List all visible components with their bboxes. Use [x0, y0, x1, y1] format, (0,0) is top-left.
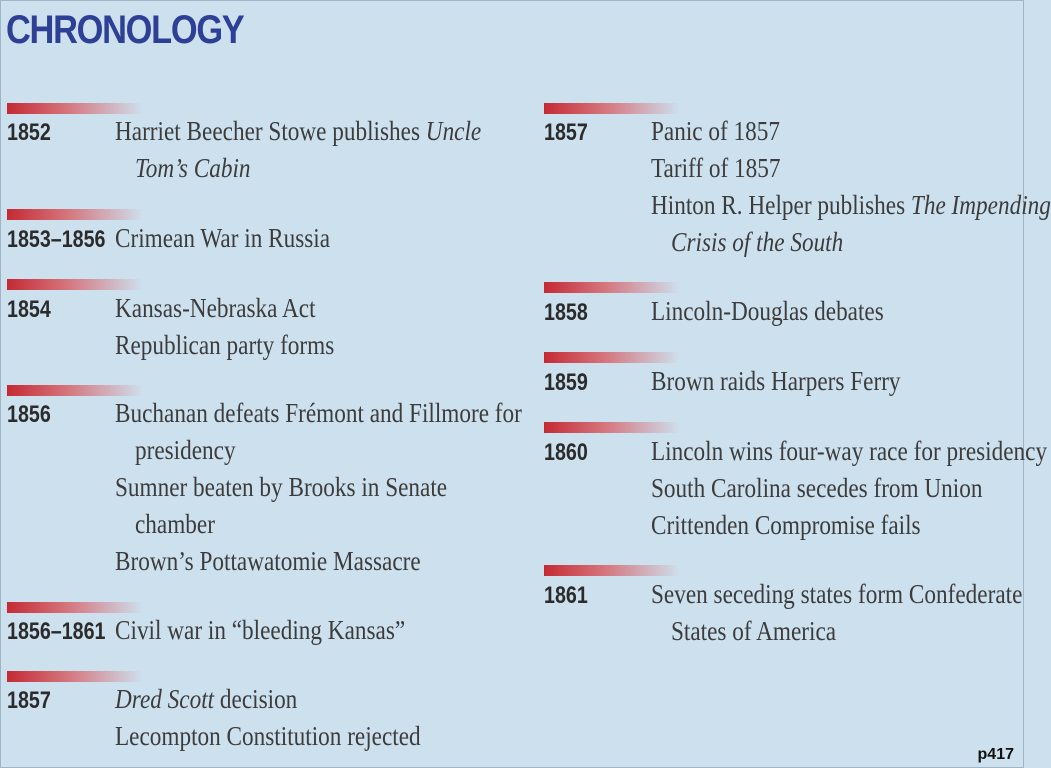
entry-year: 1857: [7, 687, 51, 714]
red-divider-bar: [7, 385, 143, 396]
event-text: Kansas-Nebraska Act: [115, 293, 316, 323]
event-text: Panic of 1857: [651, 116, 780, 146]
red-divider-bar: [7, 209, 143, 220]
entry-event-line: [135, 153, 251, 184]
entry-year: 1856: [7, 401, 51, 428]
entry-event-line: [651, 366, 901, 397]
event-text: Tariff of 1857: [651, 153, 781, 183]
event-text: chamber: [135, 509, 215, 539]
event-text: Civil war in “bleeding Kansas”: [115, 615, 406, 645]
event-title-italic: Tom’s Cabin: [135, 153, 251, 183]
event-text: Crittenden Compromise fails: [651, 510, 921, 540]
red-divider-bar: [7, 671, 143, 682]
event-text: Harriet Beecher Stowe publishes: [115, 116, 426, 146]
entry-event-line: [651, 579, 1022, 610]
entry-year: 1852: [7, 119, 51, 146]
event-title-italic: Uncle: [425, 116, 482, 146]
entry-year: 1860: [544, 439, 588, 466]
entry-event-line: [671, 227, 843, 258]
entry-event-line: [115, 116, 481, 147]
entry-year: 1861: [544, 582, 588, 609]
red-divider-bar: [7, 103, 143, 114]
entry-event-line: [115, 472, 447, 503]
entry-event-line: [651, 153, 780, 184]
entry-event-line: [115, 223, 330, 254]
event-text: Crimean War in Russia: [115, 223, 331, 253]
red-divider-bar: [544, 282, 680, 293]
red-divider-bar: [7, 279, 143, 290]
event-title-italic: The Impending: [910, 190, 1051, 220]
entry-event-line: [651, 296, 884, 327]
entry-year: 1854: [7, 296, 51, 323]
event-text: States of America: [671, 616, 837, 646]
entry-event-line: [651, 473, 982, 504]
red-divider-bar: [544, 352, 680, 363]
entry-event-line: [135, 435, 236, 466]
entry-year: 1853–1856: [7, 226, 106, 253]
entry-event-line: [135, 509, 215, 540]
event-text: Brown’s Pottawatomie Massacre: [115, 546, 421, 576]
entry-year: 1859: [544, 369, 588, 396]
event-text: Lecompton Constitution rejected: [115, 721, 421, 751]
event-title-italic: Dred Scott: [115, 684, 215, 714]
red-divider-bar: [544, 103, 680, 114]
page-title: CHRONOLOGY: [6, 8, 244, 52]
entry-event-line: [115, 330, 334, 361]
entry-event-line: [115, 546, 421, 577]
red-divider-bar: [544, 565, 680, 576]
event-text: Hinton R. Helper publishes: [651, 190, 911, 220]
event-text: presidency: [135, 435, 236, 465]
entry-event-line: [651, 510, 921, 541]
event-text: Lincoln wins four-way race for presidency: [651, 436, 1048, 466]
entry-event-line: [115, 684, 297, 715]
entry-event-line: [115, 615, 405, 646]
event-text: Brown raids Harpers Ferry: [651, 366, 901, 396]
event-text: decision: [214, 684, 298, 714]
event-text: Sumner beaten by Brooks in Senate: [115, 472, 448, 502]
entry-year: 1856–1861: [7, 618, 106, 645]
page-number: p417: [977, 746, 1014, 763]
entry-event-line: [671, 616, 836, 647]
red-divider-bar: [544, 422, 680, 433]
event-text: Lincoln-Douglas debates: [651, 296, 884, 326]
event-text: Buchanan defeats Frémont and Fillmore for: [115, 398, 522, 428]
event-text: South Carolina secedes from Union: [651, 473, 983, 503]
entry-event-line: [651, 116, 780, 147]
entry-event-line: [115, 721, 421, 752]
entry-event-line: [115, 398, 522, 429]
red-divider-bar: [7, 602, 143, 613]
entry-event-line: [115, 293, 316, 324]
event-text: Seven seceding states form Confederate: [651, 579, 1023, 609]
entry-year: 1858: [544, 299, 588, 326]
event-text: Republican party forms: [115, 330, 335, 360]
entry-event-line: [651, 436, 1047, 467]
entry-year: 1857: [544, 119, 588, 146]
entry-event-line: [651, 190, 1051, 221]
event-title-italic: Crisis of the South: [671, 227, 844, 257]
